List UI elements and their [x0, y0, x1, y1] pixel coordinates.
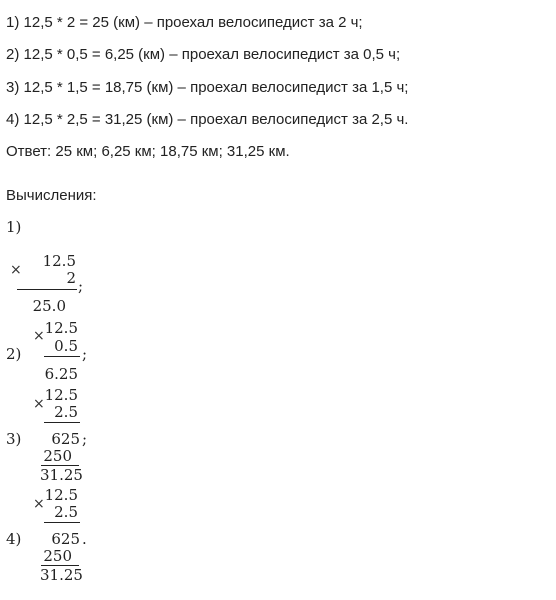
calc-2-multiplicand: 12.5: [44, 319, 78, 337]
calc-2-punct: ;: [82, 345, 88, 363]
calc-4-partial-1: 625: [51, 530, 80, 548]
calc-4-label: 4): [6, 530, 22, 548]
calc-1-result: 25.0: [32, 297, 66, 315]
calc-3-label: 3): [6, 430, 22, 448]
calc-3-partial-1: 625: [51, 430, 80, 448]
times-sign-icon: ×: [33, 328, 45, 344]
times-sign-icon: ×: [33, 496, 45, 512]
solution-line-1: 1) 12,5 * 2 = 25 (км) – проехал велосипедист за 2 ч;: [6, 14, 363, 31]
calc-1-multiplier: 2: [66, 269, 76, 287]
solution-line-3: 3) 12,5 * 1,5 = 18,75 (км) – проехал велосипедист за 1,5 ч;: [6, 79, 409, 96]
calc-2-result: 6.25: [44, 365, 78, 383]
times-sign-icon: ×: [33, 396, 45, 412]
solution-line-4: 4) 12,5 * 2,5 = 31,25 (км) – проехал велосипедист за 2,5 ч.: [6, 111, 409, 128]
calc-3-punct: ;: [82, 430, 88, 448]
calc-4-punct: .: [82, 530, 87, 548]
calc-4-divider-1: [44, 522, 80, 523]
calc-4-partial-2: 250: [43, 547, 72, 565]
calc-3-partial-2: 250: [43, 447, 72, 465]
times-sign-icon: ×: [10, 262, 22, 278]
calc-1-punct: ;: [78, 277, 84, 295]
calc-1-label: 1): [6, 218, 22, 236]
calc-4-multiplicand: 12.5: [44, 486, 78, 504]
calc-3-divider-1: [44, 422, 80, 423]
calc-1-divider: [17, 289, 77, 290]
calc-4-multiplier: 2.5: [54, 503, 78, 521]
calc-3-multiplier: 2.5: [54, 403, 78, 421]
calc-3-multiplicand: 12.5: [44, 386, 78, 404]
answer-line: Ответ: 25 км; 6,25 км; 18,75 км; 31,25 км.: [6, 143, 290, 160]
calculations-heading: Вычисления:: [6, 187, 97, 204]
calc-4-result: 31.25: [40, 566, 83, 584]
solution-line-2: 2) 12,5 * 0,5 = 6,25 (км) – проехал велосипедист за 0,5 ч;: [6, 46, 401, 63]
calc-3-result: 31.25: [40, 466, 83, 484]
calc-2-label: 2): [6, 345, 22, 363]
calc-1-multiplicand: 12.5: [42, 252, 76, 270]
calc-2-divider: [44, 356, 80, 357]
calc-2-multiplier: 0.5: [54, 337, 78, 355]
